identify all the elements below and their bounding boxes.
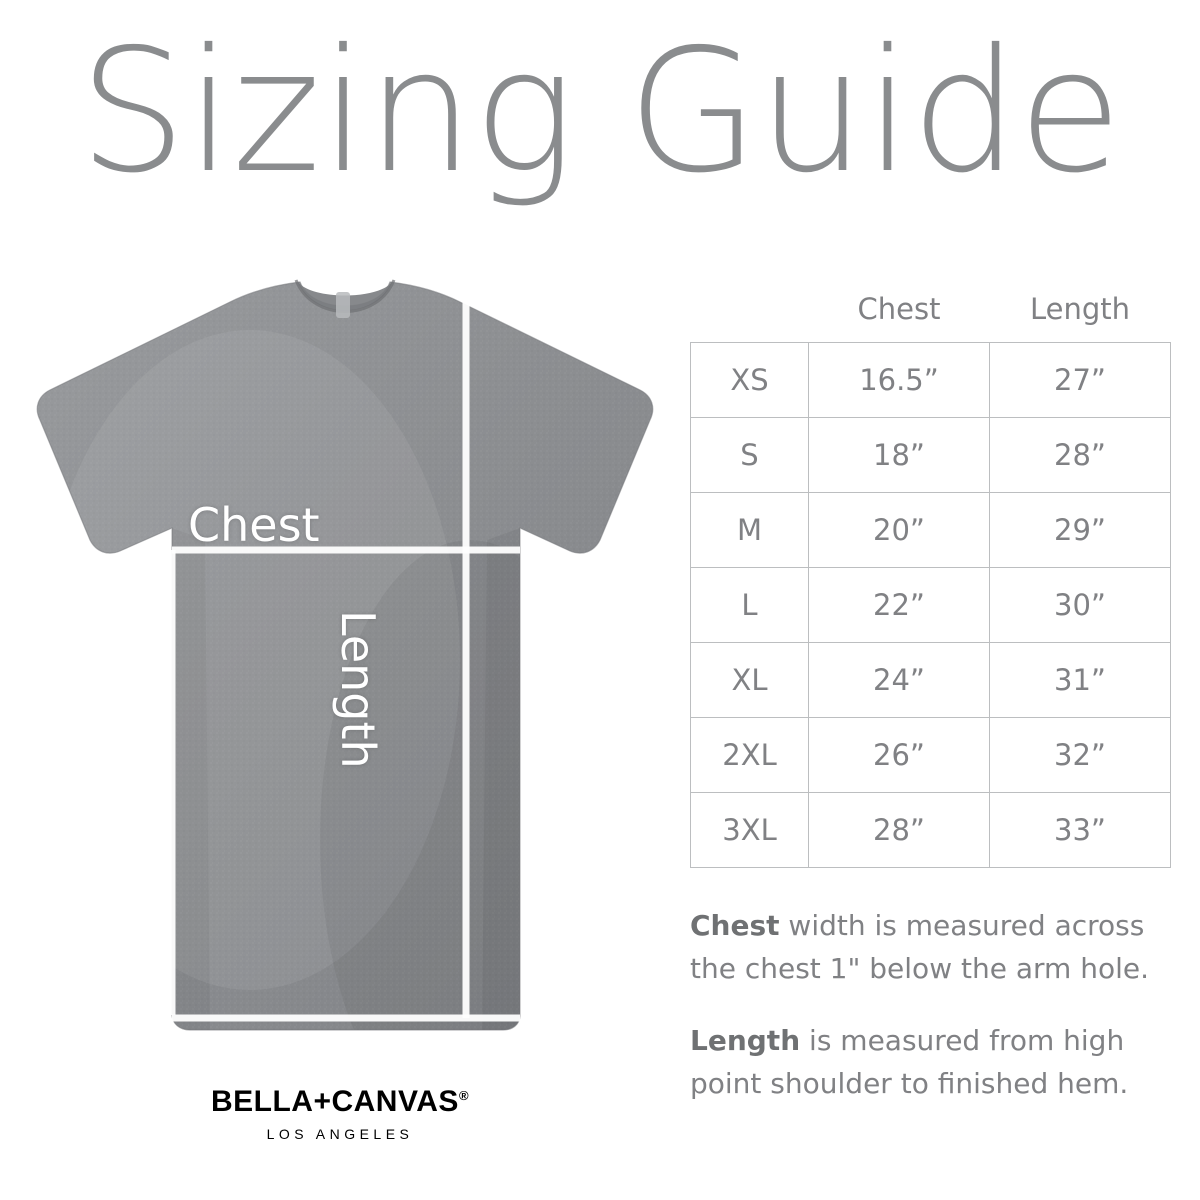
table-row: [691, 568, 1171, 643]
brand-name: [211, 1085, 469, 1119]
cell-size: S: [691, 418, 809, 493]
cell-size: 2XL: [691, 718, 809, 793]
table-row: [691, 718, 1171, 793]
brand-name-text: BELLA+CANVAS: [210, 1084, 459, 1118]
cell-length: 31”: [990, 643, 1171, 718]
col-header-chest: Chest: [857, 292, 941, 326]
note-length-lead: Length: [690, 1024, 801, 1058]
table-row: [691, 418, 1171, 493]
tshirt-diagram: [0, 240, 690, 1040]
registered-mark: ®: [458, 1087, 470, 1103]
measurement-notes: [690, 905, 1160, 1135]
size-table: [690, 292, 1171, 868]
table-row: [691, 343, 1171, 418]
note-chest-text: width is measured across the chest 1" below the arm hole.: [690, 909, 1149, 985]
cell-chest: 18”: [809, 418, 990, 493]
cell-size: XS: [691, 343, 809, 418]
cell-size: L: [691, 568, 809, 643]
table-row: [691, 643, 1171, 718]
cell-length: 30”: [990, 568, 1171, 643]
note-length: [690, 1020, 1160, 1105]
chest-measure-label: Chest: [188, 498, 320, 552]
cell-chest: 22”: [809, 568, 990, 643]
table-row: [691, 493, 1171, 568]
cell-length: 32”: [990, 718, 1171, 793]
col-header-size: [691, 292, 809, 343]
table-row: [691, 793, 1171, 868]
brand-subtitle: LOS ANGELES: [266, 1125, 414, 1142]
size-table-container: [690, 292, 1170, 868]
page-title: Sizing Guide: [78, 13, 1122, 211]
brand-logo: [175, 1068, 505, 1158]
col-header-length: Length: [1029, 292, 1131, 326]
note-chest-lead: Chest: [690, 909, 780, 942]
cell-length: 27”: [990, 343, 1171, 418]
cell-size: M: [691, 493, 809, 568]
table-header-row: [691, 292, 1171, 343]
note-length-text: is measured from high point shoulder to finished hem.: [690, 1024, 1129, 1100]
note-chest: [690, 905, 1160, 990]
cell-length: 33”: [990, 793, 1171, 868]
cell-chest: 24”: [809, 643, 990, 718]
cell-size: 3XL: [691, 793, 809, 868]
cell-chest: 16.5”: [809, 343, 990, 418]
cell-chest: 28”: [809, 793, 990, 868]
cell-length: 29”: [990, 493, 1171, 568]
cell-chest: 26”: [809, 718, 990, 793]
length-measure-label: Length: [331, 610, 385, 769]
cell-length: 28”: [990, 418, 1171, 493]
cell-size: XL: [691, 643, 809, 718]
cell-chest: 20”: [809, 493, 990, 568]
